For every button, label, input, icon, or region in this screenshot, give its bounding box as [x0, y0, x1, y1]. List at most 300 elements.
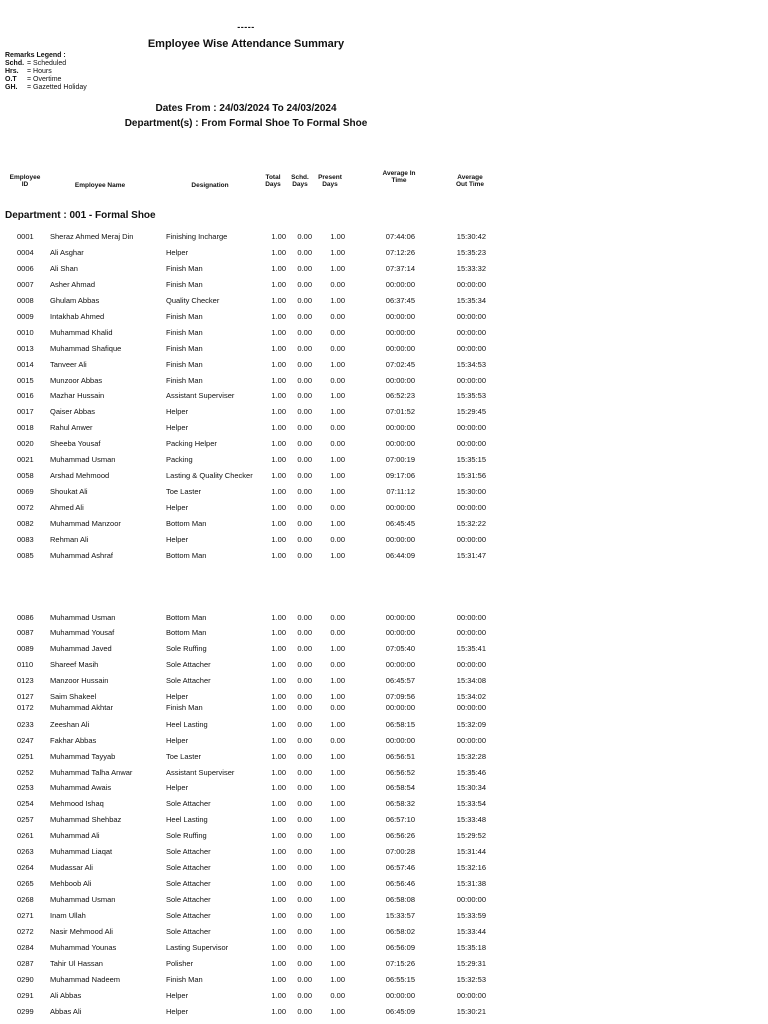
cell-schd-days: 0.00 — [297, 783, 312, 792]
cell-employee-id: 0254 — [17, 799, 34, 808]
table-row — [0, 518, 768, 530]
cell-total-days: 1.00 — [271, 927, 286, 936]
table-row — [0, 454, 768, 466]
cell-employee-name: Nasir Mehmood Ali — [50, 927, 113, 936]
cell-employee-name: Mehmood Ishaq — [50, 799, 104, 808]
cell-employee-name: Asher Ahmad — [50, 280, 96, 289]
cell-schd-days: 0.00 — [297, 927, 312, 936]
cell-employee-id: 0082 — [17, 519, 34, 528]
cell-total-days: 1.00 — [271, 991, 286, 1000]
cell-average-in-time: 00:00:00 — [385, 439, 415, 448]
col-header-employee-name: Employee Name — [74, 182, 126, 189]
top-mark: ----- — [237, 22, 255, 32]
cell-employee-name: Sheraz Ahmed Meraj Din — [50, 232, 134, 241]
cell-employee-name: Muhammad Usman — [50, 455, 116, 464]
table-row — [0, 846, 768, 858]
cell-total-days: 1.00 — [271, 628, 286, 637]
cell-present-days: 0.00 — [330, 439, 345, 448]
cell-schd-days: 0.00 — [297, 455, 312, 464]
cell-employee-id: 0017 — [17, 407, 34, 416]
cell-present-days: 1.00 — [330, 232, 345, 241]
cell-total-days: 1.00 — [271, 847, 286, 856]
cell-average-out-time: 00:00:00 — [456, 613, 486, 622]
cell-schd-days: 0.00 — [297, 487, 312, 496]
cell-total-days: 1.00 — [271, 423, 286, 432]
cell-designation: Helper — [166, 736, 189, 745]
cell-employee-name: Tahir Ul Hassan — [50, 959, 103, 968]
cell-schd-days: 0.00 — [297, 280, 312, 289]
cell-designation: Helper — [166, 1007, 189, 1016]
cell-total-days: 1.00 — [271, 911, 286, 920]
cell-present-days: 1.00 — [330, 863, 345, 872]
cell-employee-name: Rehman Ali — [50, 535, 89, 544]
cell-schd-days: 0.00 — [297, 360, 312, 369]
cell-total-days: 1.00 — [271, 551, 286, 560]
cell-employee-id: 0287 — [17, 959, 34, 968]
cell-average-in-time: 07:12:26 — [385, 248, 415, 257]
cell-average-in-time: 00:00:00 — [385, 280, 415, 289]
cell-total-days: 1.00 — [271, 471, 286, 480]
cell-schd-days: 0.00 — [297, 959, 312, 968]
cell-employee-id: 0257 — [17, 815, 34, 824]
cell-designation: Sole Attacher — [166, 911, 211, 920]
table-row — [0, 247, 768, 259]
cell-employee-id: 0247 — [17, 736, 34, 745]
cell-total-days: 1.00 — [271, 535, 286, 544]
cell-designation: Sole Attacher — [166, 895, 211, 904]
cell-average-out-time: 00:00:00 — [456, 376, 486, 385]
cell-designation: Finish Man — [166, 312, 203, 321]
cell-employee-id: 0271 — [17, 911, 34, 920]
cell-employee-id: 0007 — [17, 280, 34, 289]
cell-schd-days: 0.00 — [297, 943, 312, 952]
cell-employee-name: Shoukat Ali — [50, 487, 88, 496]
cell-employee-name: Mazhar Hussain — [50, 391, 105, 400]
table-row — [0, 279, 768, 291]
cell-average-in-time: 06:52:23 — [385, 391, 415, 400]
cell-employee-id: 0252 — [17, 768, 34, 777]
cell-schd-days: 0.00 — [297, 232, 312, 241]
cell-average-in-time: 00:00:00 — [385, 328, 415, 337]
cell-present-days: 0.00 — [330, 328, 345, 337]
cell-employee-name: Muhammad Ali — [50, 831, 100, 840]
cell-schd-days: 0.00 — [297, 312, 312, 321]
table-row — [0, 550, 768, 562]
table-row — [0, 798, 768, 810]
cell-present-days: 1.00 — [330, 455, 345, 464]
cell-employee-id: 0072 — [17, 503, 34, 512]
cell-present-days: 1.00 — [330, 692, 345, 701]
cell-employee-id: 0089 — [17, 644, 34, 653]
table-row — [0, 782, 768, 794]
cell-present-days: 0.00 — [330, 991, 345, 1000]
col-header-line: Days — [265, 181, 281, 188]
cell-schd-days: 0.00 — [297, 471, 312, 480]
cell-employee-id: 0284 — [17, 943, 34, 952]
cell-schd-days: 0.00 — [297, 613, 312, 622]
table-row — [0, 675, 768, 687]
cell-total-days: 1.00 — [271, 360, 286, 369]
cell-schd-days: 0.00 — [297, 344, 312, 353]
cell-present-days: 1.00 — [330, 519, 345, 528]
cell-designation: Finish Man — [166, 703, 203, 712]
cell-designation: Heel Lasting — [166, 815, 208, 824]
cell-employee-id: 0020 — [17, 439, 34, 448]
cell-total-days: 1.00 — [271, 660, 286, 669]
cell-schd-days: 0.00 — [297, 831, 312, 840]
table-row — [0, 910, 768, 922]
cell-present-days: 0.00 — [330, 660, 345, 669]
cell-average-out-time: 15:33:59 — [456, 911, 486, 920]
cell-total-days: 1.00 — [271, 831, 286, 840]
cell-schd-days: 0.00 — [297, 676, 312, 685]
legend-value: = Gazetted Holiday — [27, 84, 87, 91]
cell-average-in-time: 00:00:00 — [385, 613, 415, 622]
cell-average-out-time: 15:32:28 — [456, 752, 486, 761]
cell-total-days: 1.00 — [271, 296, 286, 305]
cell-average-out-time: 15:30:00 — [456, 487, 486, 496]
cell-employee-name: Ghulam Abbas — [50, 296, 100, 305]
cell-average-in-time: 07:09:56 — [385, 692, 415, 701]
cell-total-days: 1.00 — [271, 959, 286, 968]
cell-employee-id: 0014 — [17, 360, 34, 369]
table-row — [0, 862, 768, 874]
cell-average-in-time: 06:56:51 — [385, 752, 415, 761]
cell-schd-days: 0.00 — [297, 628, 312, 637]
cell-average-out-time: 00:00:00 — [456, 503, 486, 512]
cell-employee-name: Saim Shakeel — [50, 692, 97, 701]
cell-average-out-time: 15:30:21 — [456, 1007, 486, 1016]
cell-total-days: 1.00 — [271, 407, 286, 416]
legend-key: Schd. — [5, 60, 25, 67]
cell-employee-id: 0010 — [17, 328, 34, 337]
cell-average-in-time: 06:56:46 — [385, 879, 415, 888]
cell-schd-days: 0.00 — [297, 752, 312, 761]
table-row — [0, 295, 768, 307]
cell-designation: Sole Ruffing — [166, 644, 207, 653]
cell-employee-id: 0004 — [17, 248, 34, 257]
cell-employee-id: 0268 — [17, 895, 34, 904]
cell-average-out-time: 15:35:46 — [456, 768, 486, 777]
cell-average-in-time: 00:00:00 — [385, 344, 415, 353]
cell-schd-days: 0.00 — [297, 519, 312, 528]
cell-employee-name: Muhammad Ashraf — [50, 551, 113, 560]
cell-employee-id: 0253 — [17, 783, 34, 792]
cell-average-out-time: 15:35:23 — [456, 248, 486, 257]
cell-average-out-time: 00:00:00 — [456, 991, 486, 1000]
cell-average-out-time: 00:00:00 — [456, 703, 486, 712]
cell-total-days: 1.00 — [271, 863, 286, 872]
cell-present-days: 1.00 — [330, 768, 345, 777]
cell-average-in-time: 06:55:15 — [385, 975, 415, 984]
cell-designation: Finish Man — [166, 975, 203, 984]
cell-employee-id: 0085 — [17, 551, 34, 560]
cell-schd-days: 0.00 — [297, 720, 312, 729]
cell-present-days: 1.00 — [330, 927, 345, 936]
cell-average-out-time: 15:35:18 — [456, 943, 486, 952]
cell-average-out-time: 15:32:09 — [456, 720, 486, 729]
cell-employee-name: Abbas Ali — [50, 1007, 82, 1016]
cell-total-days: 1.00 — [271, 703, 286, 712]
cell-designation: Helper — [166, 423, 189, 432]
cell-employee-id: 0018 — [17, 423, 34, 432]
col-header-line: Out Time — [455, 181, 485, 188]
table-row — [0, 438, 768, 450]
date-range: Dates From : 24/03/2024 To 24/03/2024 — [155, 103, 337, 114]
cell-average-in-time: 06:58:15 — [385, 720, 415, 729]
cell-present-days: 1.00 — [330, 879, 345, 888]
cell-employee-id: 0058 — [17, 471, 34, 480]
cell-average-out-time: 15:30:34 — [456, 783, 486, 792]
cell-present-days: 1.00 — [330, 943, 345, 952]
cell-average-in-time: 00:00:00 — [385, 628, 415, 637]
cell-total-days: 1.00 — [271, 975, 286, 984]
cell-average-in-time: 06:58:32 — [385, 799, 415, 808]
col-header-designation: Designation — [191, 182, 229, 189]
cell-employee-id: 0123 — [17, 676, 34, 685]
cell-employee-id: 0291 — [17, 991, 34, 1000]
cell-total-days: 1.00 — [271, 752, 286, 761]
legend-value: = Scheduled — [27, 60, 67, 67]
cell-average-out-time: 15:35:41 — [456, 644, 486, 653]
cell-designation: Sole Attacher — [166, 863, 211, 872]
cell-total-days: 1.00 — [271, 720, 286, 729]
cell-schd-days: 0.00 — [297, 692, 312, 701]
cell-average-in-time: 07:00:28 — [385, 847, 415, 856]
cell-designation: Finish Man — [166, 360, 203, 369]
cell-present-days: 1.00 — [330, 264, 345, 273]
cell-average-out-time: 15:29:31 — [456, 959, 486, 968]
cell-average-in-time: 06:44:09 — [385, 551, 415, 560]
table-row — [0, 751, 768, 763]
cell-schd-days: 0.00 — [297, 911, 312, 920]
cell-average-in-time: 06:57:46 — [385, 863, 415, 872]
cell-designation: Toe Laster — [166, 487, 202, 496]
cell-present-days: 0.00 — [330, 344, 345, 353]
cell-total-days: 1.00 — [271, 439, 286, 448]
cell-schd-days: 0.00 — [297, 815, 312, 824]
cell-employee-id: 0272 — [17, 927, 34, 936]
cell-total-days: 1.00 — [271, 815, 286, 824]
cell-employee-name: Munzoor Abbas — [50, 376, 103, 385]
cell-employee-name: Arshad Mehmood — [50, 471, 110, 480]
table-row — [0, 263, 768, 275]
cell-employee-name: Muhammad Javed — [50, 644, 112, 653]
cell-employee-id: 0006 — [17, 264, 34, 273]
cell-average-out-time: 15:31:56 — [456, 471, 486, 480]
cell-schd-days: 0.00 — [297, 736, 312, 745]
table-row — [0, 942, 768, 954]
cell-total-days: 1.00 — [271, 613, 286, 622]
cell-designation: Helper — [166, 783, 189, 792]
col-header-schd-days — [288, 174, 312, 188]
cell-present-days: 1.00 — [330, 799, 345, 808]
cell-average-out-time: 00:00:00 — [456, 628, 486, 637]
cell-present-days: 1.00 — [330, 360, 345, 369]
cell-designation: Bottom Man — [166, 613, 207, 622]
cell-total-days: 1.00 — [271, 376, 286, 385]
cell-average-out-time: 15:33:48 — [456, 815, 486, 824]
cell-average-in-time: 06:57:10 — [385, 815, 415, 824]
cell-employee-id: 0110 — [17, 660, 34, 669]
cell-average-in-time: 06:45:57 — [385, 676, 415, 685]
cell-designation: Sole Ruffing — [166, 831, 207, 840]
table-row — [0, 926, 768, 938]
cell-employee-id: 0299 — [17, 1007, 34, 1016]
cell-total-days: 1.00 — [271, 799, 286, 808]
cell-present-days: 1.00 — [330, 815, 345, 824]
cell-designation: Assistant Superviser — [166, 391, 235, 400]
col-header-present-days — [315, 174, 345, 188]
cell-employee-name: Muhammad Akhtar — [50, 703, 113, 712]
cell-total-days: 1.00 — [271, 487, 286, 496]
cell-employee-id: 0013 — [17, 344, 34, 353]
cell-designation: Packing Helper — [166, 439, 217, 448]
table-row — [0, 958, 768, 970]
cell-average-out-time: 15:32:22 — [456, 519, 486, 528]
cell-present-days: 1.00 — [330, 471, 345, 480]
cell-schd-days: 0.00 — [297, 703, 312, 712]
cell-present-days: 1.00 — [330, 1007, 345, 1016]
cell-designation: Toe Laster — [166, 752, 202, 761]
cell-employee-name: Shareef Masih — [50, 660, 99, 669]
cell-employee-id: 0251 — [17, 752, 34, 761]
cell-employee-id: 0127 — [17, 692, 34, 701]
cell-average-out-time: 00:00:00 — [456, 895, 486, 904]
cell-average-out-time: 15:35:34 — [456, 296, 486, 305]
cell-average-in-time: 07:05:40 — [385, 644, 415, 653]
cell-present-days: 1.00 — [330, 911, 345, 920]
cell-designation: Finish Man — [166, 328, 203, 337]
cell-schd-days: 0.00 — [297, 391, 312, 400]
cell-average-in-time: 00:00:00 — [385, 312, 415, 321]
cell-average-in-time: 07:00:19 — [385, 455, 415, 464]
table-row — [0, 327, 768, 339]
cell-designation: Helper — [166, 407, 189, 416]
table-row — [0, 422, 768, 434]
cell-present-days: 1.00 — [330, 644, 345, 653]
cell-average-in-time: 15:33:57 — [385, 911, 415, 920]
cell-average-out-time: 15:34:02 — [456, 692, 486, 701]
table-row — [0, 814, 768, 826]
cell-total-days: 1.00 — [271, 503, 286, 512]
cell-employee-name: Ali Asghar — [50, 248, 84, 257]
cell-employee-name: Intakhab Ahmed — [50, 312, 105, 321]
cell-present-days: 1.00 — [330, 783, 345, 792]
cell-present-days: 0.00 — [330, 613, 345, 622]
cell-average-in-time: 00:00:00 — [385, 376, 415, 385]
col-header-total-days — [262, 174, 284, 188]
table-row — [0, 311, 768, 323]
table-row — [0, 735, 768, 747]
cell-average-in-time: 06:37:45 — [385, 296, 415, 305]
cell-schd-days: 0.00 — [297, 407, 312, 416]
cell-total-days: 1.00 — [271, 644, 286, 653]
cell-designation: Helper — [166, 535, 189, 544]
table-row — [0, 502, 768, 514]
cell-employee-name: Tanveer Ali — [50, 360, 87, 369]
cell-average-out-time: 15:34:08 — [456, 676, 486, 685]
cell-designation: Finish Man — [166, 344, 203, 353]
cell-present-days: 0.00 — [330, 503, 345, 512]
cell-total-days: 1.00 — [271, 783, 286, 792]
cell-average-in-time: 00:00:00 — [385, 535, 415, 544]
cell-schd-days: 0.00 — [297, 768, 312, 777]
cell-designation: Assistant Superviser — [166, 768, 235, 777]
cell-average-in-time: 06:45:45 — [385, 519, 415, 528]
cell-present-days: 1.00 — [330, 895, 345, 904]
legend-key: Hrs. — [5, 68, 19, 75]
cell-total-days: 1.00 — [271, 1007, 286, 1016]
cell-employee-name: Zeeshan Ali — [50, 720, 90, 729]
cell-schd-days: 0.00 — [297, 895, 312, 904]
cell-employee-id: 0233 — [17, 720, 34, 729]
table-row — [0, 719, 768, 731]
cell-schd-days: 0.00 — [297, 879, 312, 888]
cell-present-days: 0.00 — [330, 628, 345, 637]
cell-schd-days: 0.00 — [297, 799, 312, 808]
table-row — [0, 767, 768, 779]
cell-present-days: 1.00 — [330, 551, 345, 560]
cell-total-days: 1.00 — [271, 232, 286, 241]
cell-employee-id: 0016 — [17, 391, 34, 400]
cell-average-out-time: 15:31:47 — [456, 551, 486, 560]
cell-employee-id: 0021 — [17, 455, 34, 464]
cell-schd-days: 0.00 — [297, 551, 312, 560]
cell-schd-days: 0.00 — [297, 847, 312, 856]
cell-present-days: 1.00 — [330, 296, 345, 305]
legend-value: = Hours — [27, 68, 52, 75]
cell-average-in-time: 07:02:45 — [385, 360, 415, 369]
cell-total-days: 1.00 — [271, 879, 286, 888]
cell-designation: Heel Lasting — [166, 720, 208, 729]
col-header-line: Days — [322, 181, 338, 188]
table-row — [0, 406, 768, 418]
table-row — [0, 359, 768, 371]
col-header-employee-id — [5, 174, 45, 188]
cell-average-in-time: 00:00:00 — [385, 703, 415, 712]
cell-present-days: 1.00 — [330, 248, 345, 257]
cell-employee-name: Muhammad Awais — [50, 783, 112, 792]
cell-average-in-time: 06:56:52 — [385, 768, 415, 777]
cell-employee-id: 0015 — [17, 376, 34, 385]
cell-present-days: 1.00 — [330, 720, 345, 729]
cell-total-days: 1.00 — [271, 328, 286, 337]
cell-average-out-time: 15:35:15 — [456, 455, 486, 464]
cell-present-days: 1.00 — [330, 487, 345, 496]
cell-employee-name: Muhammad Manzoor — [50, 519, 121, 528]
cell-average-in-time: 06:58:54 — [385, 783, 415, 792]
cell-schd-days: 0.00 — [297, 660, 312, 669]
cell-total-days: 1.00 — [271, 344, 286, 353]
table-row — [0, 830, 768, 842]
cell-schd-days: 0.00 — [297, 376, 312, 385]
table-row — [0, 702, 768, 714]
cell-present-days: 0.00 — [330, 376, 345, 385]
cell-employee-name: Rahul Anwer — [50, 423, 93, 432]
cell-designation: Bottom Man — [166, 519, 207, 528]
cell-employee-name: Muhammad Shafique — [50, 344, 122, 353]
cell-average-in-time: 00:00:00 — [385, 991, 415, 1000]
cell-employee-id: 0069 — [17, 487, 34, 496]
table-row — [0, 470, 768, 482]
cell-employee-name: Muhammad Shehbaz — [50, 815, 122, 824]
cell-schd-days: 0.00 — [297, 975, 312, 984]
cell-employee-id: 0086 — [17, 613, 34, 622]
cell-average-out-time: 15:32:16 — [456, 863, 486, 872]
department-heading: Department : 001 - Formal Shoe — [5, 210, 156, 221]
cell-average-in-time: 00:00:00 — [385, 660, 415, 669]
